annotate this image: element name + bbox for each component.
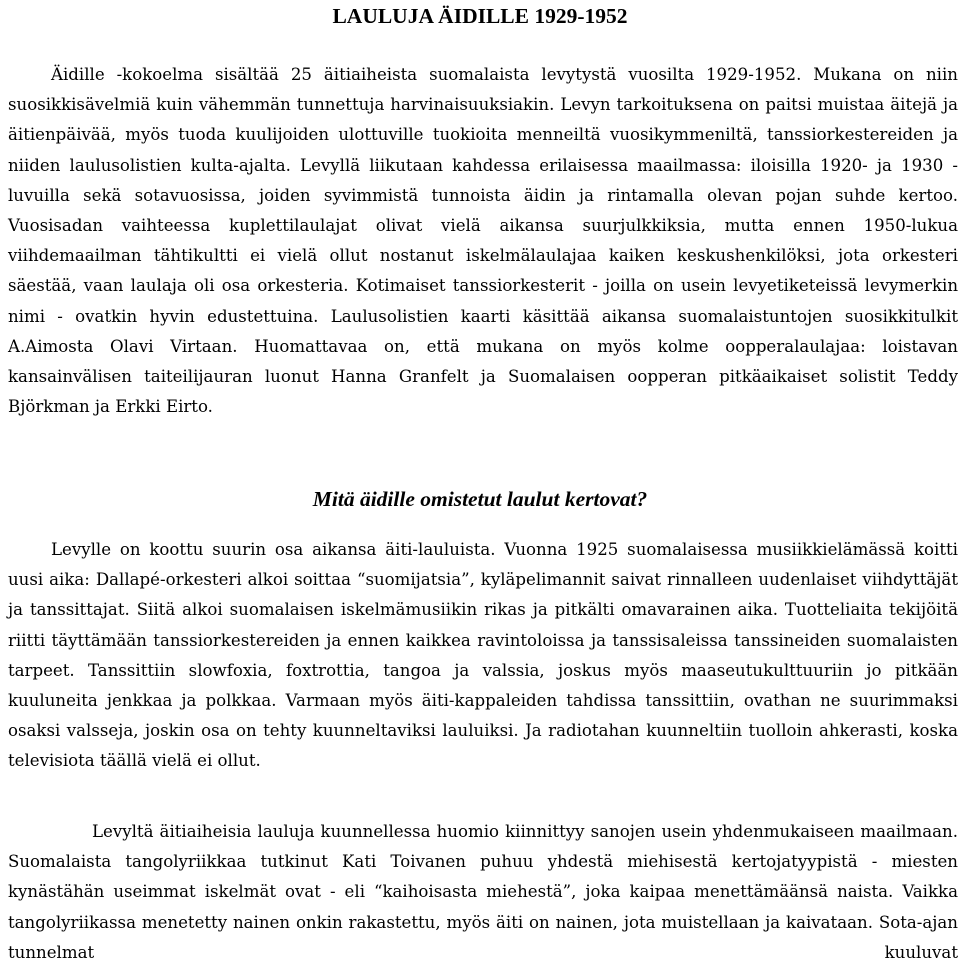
document-title: LAULUJA ÄIDILLE 1929-1952: [332, 4, 628, 28]
body-paragraph-3: Levyltä äitiaiheisia lauluja kuunnellessa huomio kiinnittyy sanojen usein yhdenmukaiseen maailmaan. Suomalaista tangolyriikkaa tutkinut Kati Toivanen puhuu yhdestä miehisestä kertojatyypistä - miesten kynästähän useimmat iskelmät ovat - eli “kaihoisasta miehestä”, joka kaipaa menettämäänsä naista. Vaikka tangolyriikassa menetetty nainen onkin rakastettu, myös äiti on nainen, jota muistellaan ja kaivataan. Sota-ajan tunnelmat kuuluvat: [8, 822, 958, 962]
intro-paragraph: Äidille -kokoelma sisältää 25 äitiaiheista suomalaista levytystä vuosilta 1929-1952. Mukana on niin suosikkisävelmiä kuin vähemmän tunnettuja harvinaisuuksiakin. Levyn tarkoituksena on paitsi muistaa äitejä ja äitienpäivää, myös tuoda kuulijoiden ulottuville tuokioita menneiltä vuosikymmeniltä, tanssiorkestereiden ja niiden laulusolistien kulta-ajalta. Levyllä liikutaan kahdessa erilaisessa maailmassa: iloisilla 1920- ja 1930 -luvuilla sekä sotavuosissa, joiden syvimmistä tunnoista äidin ja rintamalla olevan pojan suhde kertoo. Vuosisadan vaihteessa kuplettilaulajat olivat vielä aikansa suurjulkkiksia, mutta ennen 1950-lukua viihdemaailman tähtikultti ei vielä ollut nostanut iskelmälaulajaa kaiken keskushenkilöksi, jota orkesteri säestää, vaan laulaja oli osa orkesteria. Kotimaiset tanssiorkesterit - joilla on usein levyetiketeissä levymerkin nimi - ovatkin hyvin edustettuina. Laulusolistien kaarti käsittää aikansa suomalaistuntojen suosikkitulkit A.Aimosta Olavi Virtaan. Huomattavaa on, että mukana on myös kolme oopperalaulajaa: loistavan kansainvälisen taiteilijauran luonut Hanna Granfelt ja Suomalaisen oopperan pitkäaikaiset solistit Teddy Björkman ja Erkki Eirto.: [8, 65, 958, 417]
section-heading: Mitä äidille omistetut laulut kertovat?: [312, 487, 648, 511]
body-paragraph-2: Levylle on koottu suurin osa aikansa äiti-lauluista. Vuonna 1925 suomalaisessa musiikkielämässä koitti uusi aika: Dallapé-orkesteri alkoi soittaa “suomijatsia”, kyläpelimannit saivat rinnalleen uudenlaiset viihdyttäjät ja tanssittajat. Siitä alkoi suomalaisen iskelmämusiikin rikas ja pitkälti omavarainen aika. Tuotteliaita tekijöitä riitti täyttämään tanssiorkestereiden ja ennen kaikkea ravintoloissa ja tanssisaleissa tanssineiden suomalaisten tarpeet. Tanssittiin slowfoxia, foxtrottia, tangoa ja valssia, joskus myös maaseutukulttuuriin jo pitkään kuuluneita jenkkaa ja polkkaa. Varmaan myös äiti-kappaleiden tahdissa tanssittiin, ovathan ne suurimmaksi osaksi valsseja, joskin osa on tehty kuunneltaviksi lauluiksi. Ja radiotahan kuunneltiin tuolloin ahkerasti, koska televisiota täällä vielä ei ollut.: [8, 540, 958, 771]
